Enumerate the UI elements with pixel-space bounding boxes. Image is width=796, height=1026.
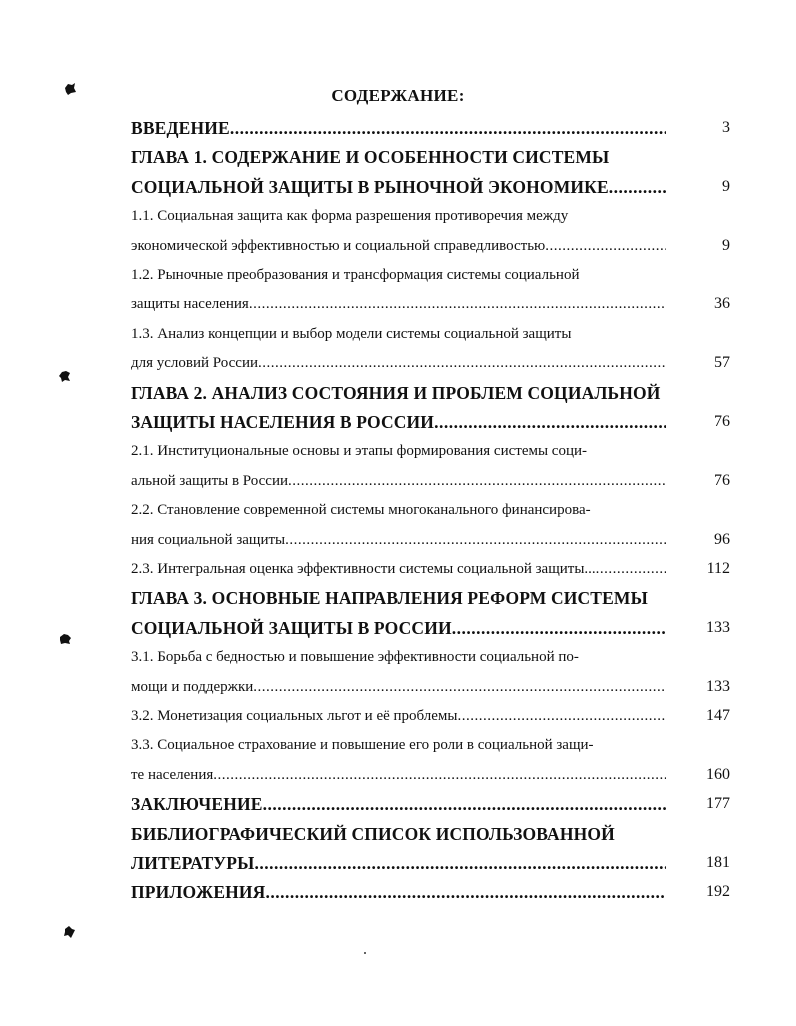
toc-section-line: мощи и поддержки ..... xyxy=(131,677,666,697)
toc-section-line: экономической эффективностью и социальной справедливостью ..... xyxy=(131,236,666,256)
toc-section-line: 1.1. Социальная защита как форма разрешения противоречия между xyxy=(131,208,569,225)
toc-chapter-line: ВВЕДЕНИЕ ..... xyxy=(131,118,666,138)
toc-chapter-line: ПРИЛОЖЕНИЯ ..... xyxy=(131,882,666,902)
toc-section-line: альной защиты в России ..... xyxy=(131,471,666,491)
toc-page-number: 192 xyxy=(706,883,730,901)
toc-section-line: 3.3. Социальное страхование и повышение его роли в социальной защи- xyxy=(131,737,594,754)
toc-page-number: 112 xyxy=(706,560,730,577)
punch-hole-mark-icon xyxy=(63,82,77,96)
toc-page-number: 9 xyxy=(722,236,730,254)
toc-chapter-line: БИБЛИОГРАФИЧЕСКИЙ СПИСОК ИСПОЛЬЗОВАННОЙ xyxy=(131,823,615,844)
stray-dot xyxy=(364,952,366,954)
toc-page-number: 133 xyxy=(706,677,730,695)
toc-page-number: 9 xyxy=(722,177,730,195)
toc-chapter-line: ГЛАВА 3. ОСНОВНЫЕ НАПРАВЛЕНИЯ РЕФОРМ СИСТЕМЫ xyxy=(131,588,648,609)
toc-section-line: для условий России ..... xyxy=(131,353,666,373)
toc-chapter-line: ЗАЩИТЫ НАСЕЛЕНИЯ В РОССИИ ..... xyxy=(131,412,666,432)
punch-hole-mark-icon xyxy=(58,632,72,646)
toc-page-number: 96 xyxy=(714,530,730,548)
page-title: СОДЕРЖАНИЕ: xyxy=(331,86,465,105)
toc-chapter-line: СОЦИАЛЬНОЙ ЗАЩИТЫ В РЫНОЧНОЙ ЭКОНОМИКЕ ..... xyxy=(131,177,666,197)
toc-section-line: 2.2. Становление современной системы многоканального финансирова- xyxy=(131,502,591,519)
toc-page-number: 133 xyxy=(706,618,730,636)
toc-section-line: 2.1. Институциональные основы и этапы формирования системы соци- xyxy=(131,443,587,460)
toc-section-line: 1.2. Рыночные преобразования и трансформация системы социальной xyxy=(131,267,580,283)
toc-page-number: 181 xyxy=(706,854,730,871)
toc-chapter-line: ЛИТЕРАТУРЫ ..... xyxy=(131,853,666,873)
punch-hole-mark-icon xyxy=(62,925,76,939)
toc-section-line: защиты населения ..... xyxy=(131,294,666,314)
toc-page-number: 3 xyxy=(722,119,730,136)
toc-section-line: 1.3. Анализ концепции и выбор модели системы социальной защиты xyxy=(131,325,572,342)
toc-chapter-line: ЗАКЛЮЧЕНИЕ ..... xyxy=(131,794,666,814)
toc-section-line: 3.2. Монетизация социальных льгот и её проблемы ..... xyxy=(131,706,666,726)
toc-page-number: 76 xyxy=(714,471,730,489)
toc-page-number: 36 xyxy=(714,295,730,313)
toc-section-line: те населения ..... xyxy=(131,765,666,785)
toc-section-line: ния социальной защиты ..... xyxy=(131,530,666,550)
punch-hole-mark-icon xyxy=(58,369,72,383)
toc-page-number: 177 xyxy=(706,795,730,813)
toc-page-number: 57 xyxy=(714,354,730,372)
toc-chapter-line: ГЛАВА 1. СОДЕРЖАНИЕ И ОСОБЕННОСТИ СИСТЕМЫ xyxy=(131,147,610,168)
toc-chapter-line: СОЦИАЛЬНОЙ ЗАЩИТЫ В РОССИИ ..... xyxy=(131,618,666,638)
toc-section-line: 2.3. Интегральная оценка эффективности системы социальной защиты... ..... xyxy=(131,559,666,579)
toc-page-number: 147 xyxy=(706,707,730,724)
toc-page-number: 160 xyxy=(706,765,730,783)
toc-section-line: 3.1. Борьба с бедностью и повышение эффективности социальной по- xyxy=(131,649,579,666)
toc-page-number: 76 xyxy=(714,413,730,430)
toc-chapter-line: ГЛАВА 2. АНАЛИЗ СОСТОЯНИЯ И ПРОБЛЕМ СОЦИАЛЬНОЙ xyxy=(131,382,661,403)
